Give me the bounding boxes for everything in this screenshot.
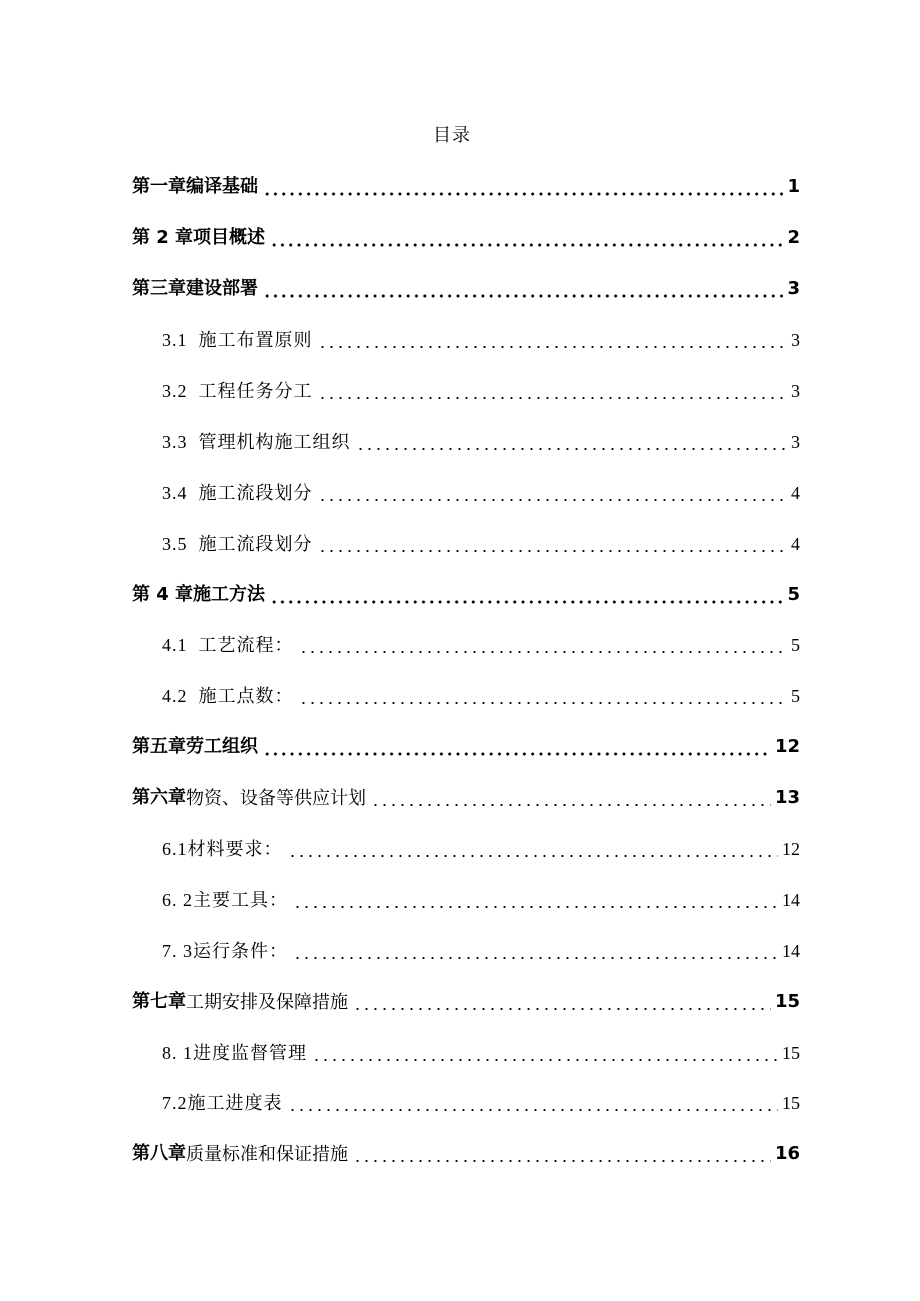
toc-entry-heading: 第八章	[132, 1143, 186, 1165]
dot-leader	[293, 890, 778, 910]
toc-title: 目录	[433, 125, 471, 145]
toc-entry	[132, 315, 800, 366]
toc-entry	[132, 569, 800, 620]
toc-entry	[132, 264, 800, 315]
toc-entry	[132, 671, 800, 722]
dot-leader	[356, 432, 788, 452]
dot-leader	[270, 585, 783, 605]
toc-entry-heading: 第七章	[132, 990, 186, 1012]
dot-leader	[263, 737, 771, 757]
page-number: 5	[791, 635, 800, 656]
toc-entry-heading: 第五章劳工组织	[132, 736, 258, 758]
toc-entry	[132, 213, 800, 264]
page-number: 3	[791, 431, 800, 452]
page-number: 3	[791, 330, 800, 351]
toc-entry	[132, 824, 800, 875]
page-number: 5	[787, 583, 800, 605]
toc-entry-title: 6. 2主要工具：	[162, 889, 288, 910]
dot-leader	[288, 1093, 779, 1113]
dot-leader	[293, 941, 778, 961]
page-number: 15	[782, 1042, 800, 1063]
toc-entry	[132, 162, 800, 213]
page-number: 4	[791, 482, 800, 503]
dot-leader	[288, 839, 779, 859]
toc-entry-title: 6.1材料要求：	[162, 839, 283, 860]
toc-entry-heading: 第一章编译基础	[132, 176, 258, 198]
dot-leader	[270, 228, 783, 248]
page-number: 2	[787, 227, 800, 249]
dot-leader	[318, 483, 788, 503]
toc-entry-title: 3.1 施工布置原则	[162, 330, 313, 351]
page-number: 5	[791, 686, 800, 707]
dot-leader	[263, 279, 783, 299]
page-number: 14	[782, 889, 800, 910]
toc-entry-heading: 第 4 章施工方法	[132, 583, 266, 605]
dot-leader	[353, 992, 771, 1012]
toc-entry	[132, 620, 800, 671]
toc-entry	[132, 467, 800, 518]
dot-leader	[318, 381, 788, 401]
toc-entry-heading: 第三章建设部署	[132, 278, 258, 300]
toc-entry-title: 4.1 工艺流程：	[162, 635, 294, 656]
page-number: 3	[791, 381, 800, 401]
page-number: 16	[774, 1143, 800, 1165]
toc-entry-title: 3.5 施工流段划分	[162, 533, 313, 554]
dot-leader	[312, 1043, 778, 1063]
toc-entry	[132, 722, 800, 773]
page-number: 1	[787, 176, 800, 198]
toc-entry	[132, 416, 800, 467]
toc-entry-title: 7.2施工进度表	[162, 1093, 283, 1114]
dot-leader	[353, 1144, 771, 1164]
page-number: 15	[782, 1093, 800, 1114]
toc-entry	[132, 1027, 800, 1078]
page-number: 12	[782, 839, 800, 860]
dot-leader	[371, 788, 771, 808]
page-number: 4	[791, 533, 800, 554]
toc-entry	[132, 976, 800, 1027]
toc-entry-title: 工期安排及保障措施	[186, 991, 348, 1012]
toc-entry-title: 4.2 施工点数：	[162, 686, 294, 707]
page-number: 3	[787, 278, 800, 300]
toc-entry	[132, 925, 800, 976]
toc-entry-title: 质量标准和保证措施	[186, 1144, 348, 1165]
toc-entry-title: 3.2 工程任务分工	[162, 381, 313, 401]
dot-leader	[263, 177, 783, 197]
dot-leader	[299, 635, 788, 655]
toc-entry-title: 3.4 施工流段划分	[162, 482, 313, 503]
toc-entry-title: 8. 1进度监督管理	[162, 1042, 307, 1063]
toc-entry	[132, 773, 800, 824]
table-of-contents	[132, 162, 800, 1180]
page-number: 15	[774, 990, 800, 1012]
toc-entry-title: 7. 3运行条件：	[162, 940, 288, 961]
toc-entry	[132, 1078, 800, 1129]
toc-entry-title: 3.3 管理机构施工组织	[162, 431, 351, 452]
toc-entry-heading: 第 2 章项目概述	[132, 227, 266, 249]
page-number: 12	[774, 736, 800, 758]
toc-entry	[132, 874, 800, 925]
toc-entry-heading: 第六章	[132, 787, 186, 809]
dot-leader	[318, 330, 788, 350]
toc-entry	[132, 1129, 800, 1180]
page-number: 13	[774, 787, 800, 809]
toc-entry-title: 物资、设备等供应计划	[186, 788, 366, 809]
page-number: 14	[782, 940, 800, 961]
toc-entry	[132, 518, 800, 569]
dot-leader	[299, 686, 788, 706]
dot-leader	[318, 534, 788, 554]
toc-entry	[132, 366, 800, 417]
